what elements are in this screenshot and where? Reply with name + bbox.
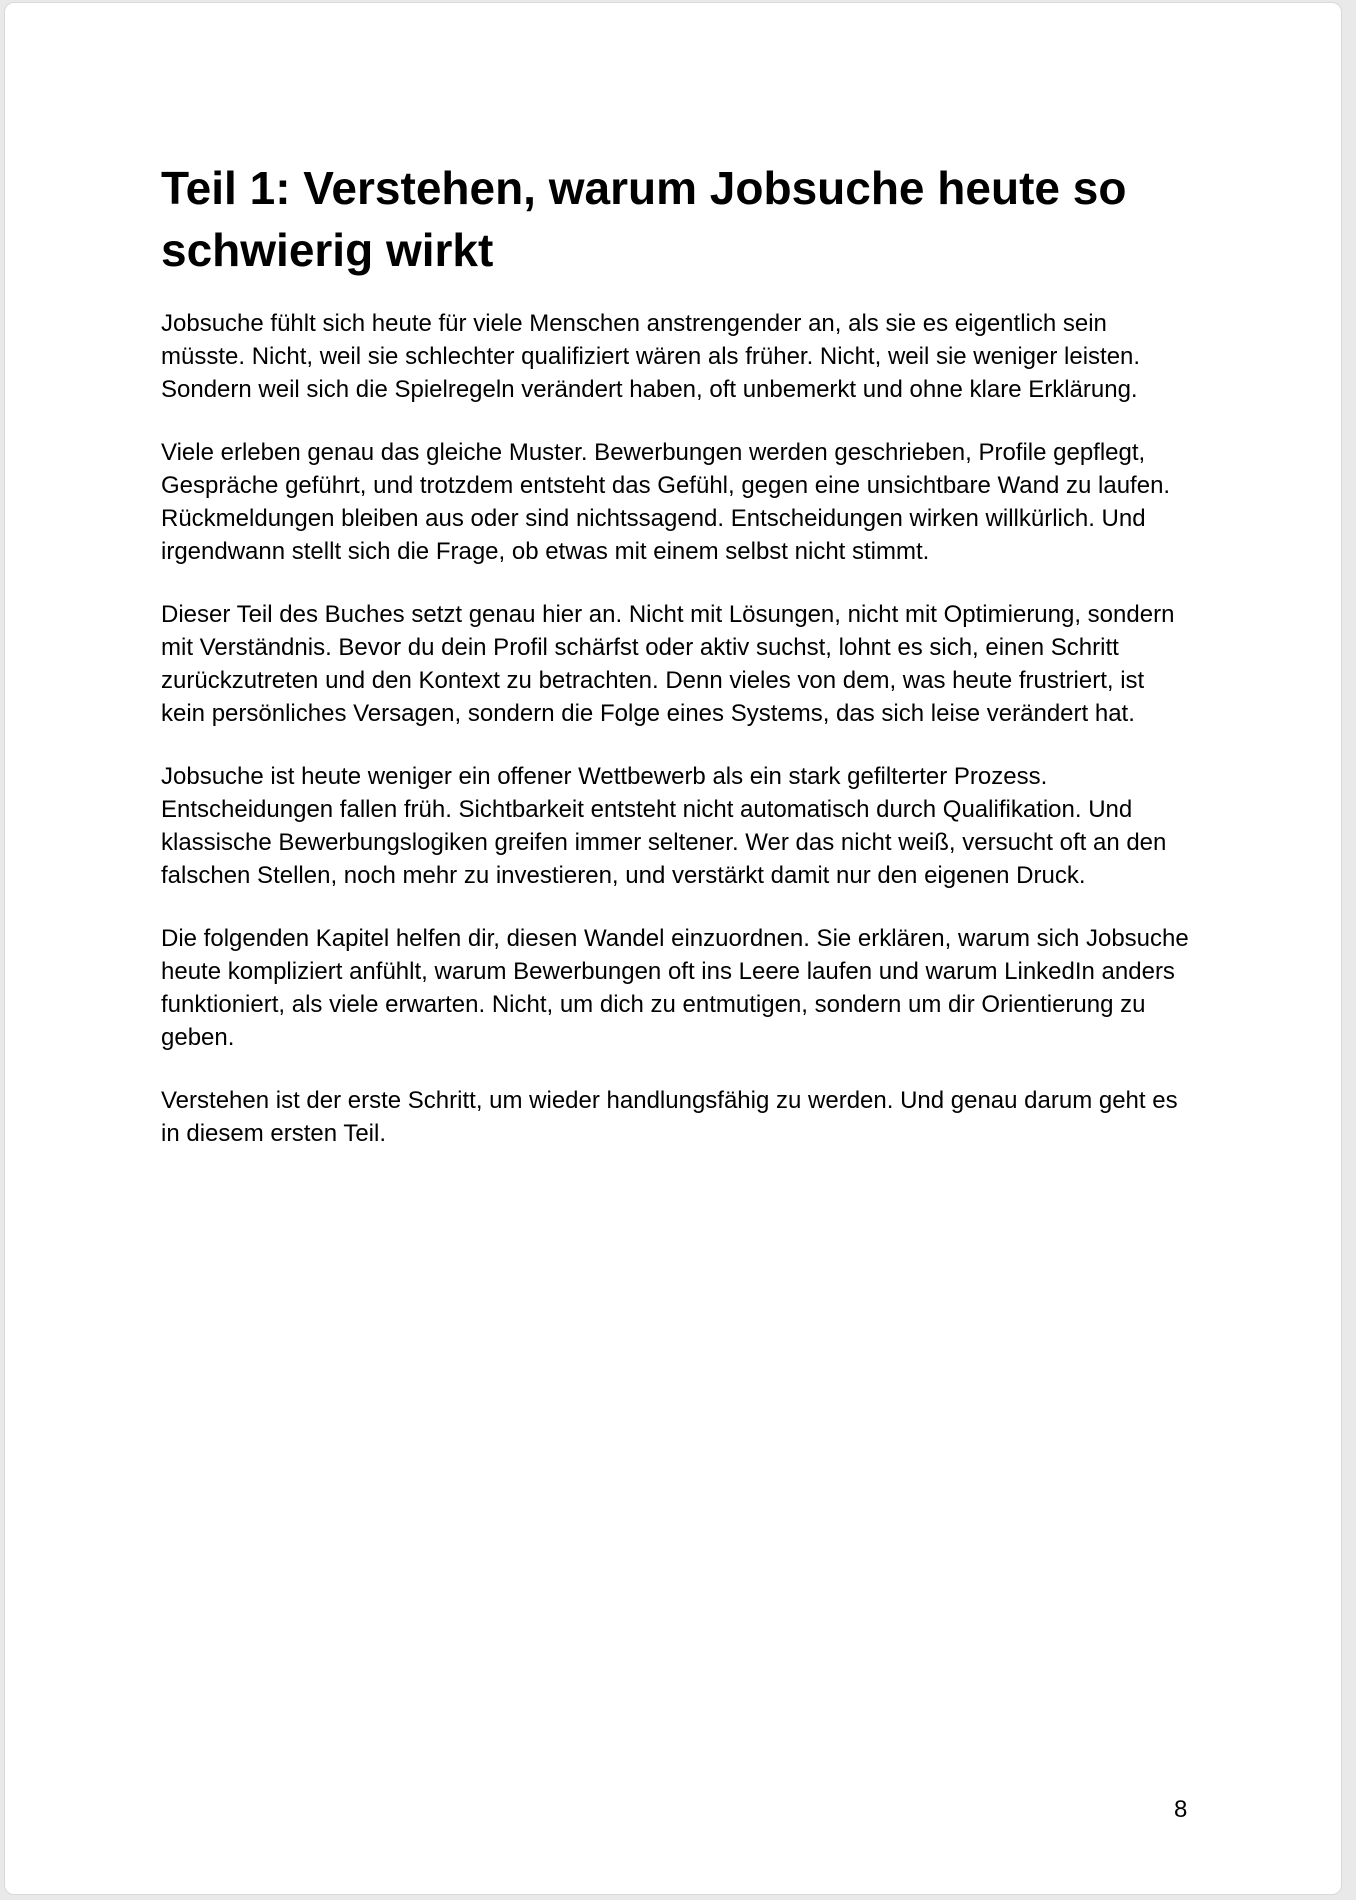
- paragraph-2: Viele erleben genau das gleiche Muster. Bewerbungen werden geschrieben, Profile gepflegt, Gespräche geführt, und trotzdem entsteht das Gefühl, gegen eine unsichtbare Wand zu laufen. Rückmeldungen bleiben aus oder sind nichtssagend. Entscheidungen wirken willkürlich. Und irgendwann stellt sich die Frage, ob etwas mit einem selbst nicht stimmt.: [161, 439, 1171, 565]
- page-content: [161, 3, 1193, 1150]
- page-title-line-2: schwierig wirkt: [161, 224, 494, 276]
- page-title-line-1: Teil 1: Verstehen, warum Jobsuche heute so: [161, 162, 1127, 214]
- paragraph-6: Verstehen ist der erste Schritt, um wieder handlungsfähig zu werden. Und genau darum geht es in diesem ersten Teil.: [161, 1087, 1178, 1147]
- paragraph-5: Die folgenden Kapitel helfen dir, diesen Wandel einzuordnen. Sie erklären, warum sich Jobsuche heute kompliziert anfühlt, warum Bewerbungen oft ins Leere laufen und warum LinkedIn anders funktioniert, als viele erwarten. Nicht, um dich zu entmutigen, sondern um dir Orientierung zu geben.: [161, 925, 1189, 1051]
- paragraph-4: Jobsuche ist heute weniger ein offener Wettbewerb als ein stark gefilterter Prozess. Entscheidungen fallen früh. Sichtbarkeit entsteht nicht automatisch durch Qualifikation. Und klassische Bewerbungslogiken greifen immer seltener. Wer das nicht weiß, versucht oft an den falschen Stellen, noch mehr zu investieren, und verstärkt damit nur den eigenen Druck.: [161, 763, 1167, 889]
- paragraph-1: Jobsuche fühlt sich heute für viele Menschen anstrengender an, als sie es eigentlich sein müsste. Nicht, weil sie schlechter qualifiziert wären als früher. Nicht, weil sie weniger leisten. Sondern weil sich die Spielregeln verändert haben, oft unbemerkt und ohne klare Erklärung.: [161, 310, 1141, 403]
- paragraph-3: Dieser Teil des Buches setzt genau hier an. Nicht mit Lösungen, nicht mit Optimierung, sondern mit Verständnis. Bevor du dein Profil schärfst oder aktiv suchst, lohnt es sich, einen Schritt zurückzutreten und den Kontext zu betrachten. Denn vieles von dem, was heute frustriert, ist kein persönliches Versagen, sondern die Folge eines Systems, das sich leise verändert hat.: [161, 601, 1175, 727]
- page-number: 8: [1174, 1796, 1188, 1823]
- page-title: [161, 157, 1193, 281]
- document-page: [4, 2, 1342, 1895]
